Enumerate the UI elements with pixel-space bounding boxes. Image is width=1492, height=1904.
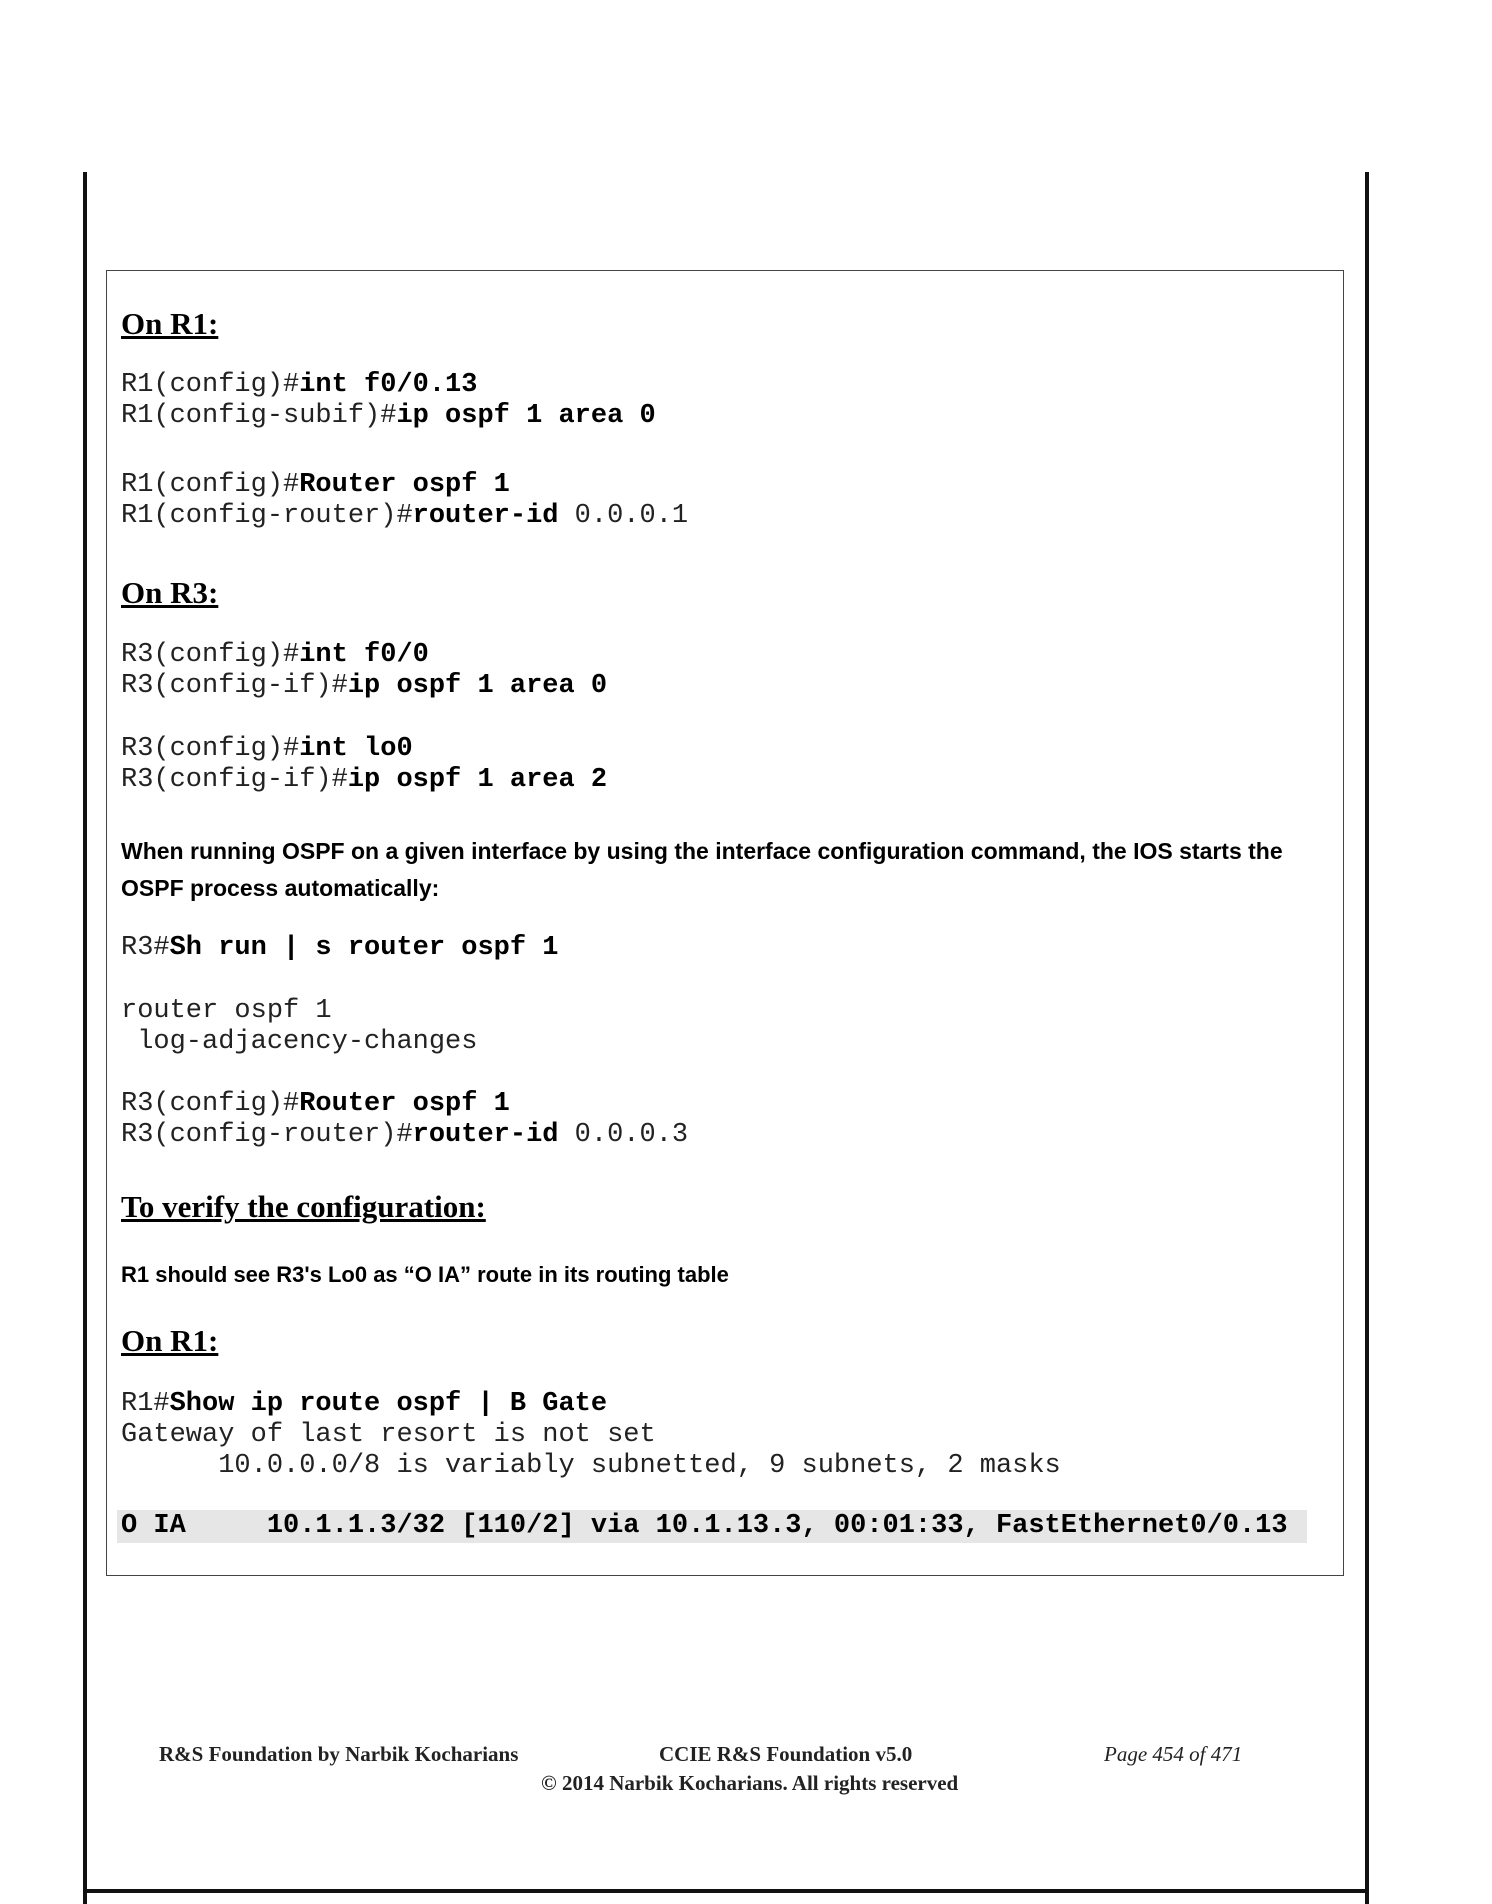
cli-command: ip ospf 1 area 0 xyxy=(396,401,656,431)
code-line xyxy=(121,765,607,796)
page-border-bottom xyxy=(83,1889,1369,1893)
cli-prompt: R3(config-router)# xyxy=(121,1120,413,1150)
code-line xyxy=(121,370,656,401)
cli-command: int f0/0 xyxy=(299,640,429,670)
cli-prompt: R3(config-if)# xyxy=(121,765,348,795)
code-line xyxy=(121,501,688,532)
section-heading-r1-verify: On R1: xyxy=(121,1323,219,1358)
output-line: log-adjacency-changes xyxy=(121,1027,478,1057)
page-border-left xyxy=(83,172,87,1904)
cli-command: Router ospf 1 xyxy=(299,470,510,500)
verify-note: R1 should see R3's Lo0 as “O IA” route in its routing table xyxy=(121,1262,729,1287)
cli-command: ip ospf 1 area 0 xyxy=(347,671,608,701)
code-line xyxy=(121,470,688,501)
page-border-right xyxy=(1365,172,1369,1904)
cli-prompt: R1(config-subif)# xyxy=(121,401,397,431)
output-line: router ospf 1 xyxy=(121,996,332,1026)
route-entry-text: O IA 10.1.1.3/32 [110/2] via 10.1.13.3, 00:01:33, FastEthernet0/0.13 xyxy=(121,1511,1288,1541)
section-heading-r3-config: On R3: xyxy=(121,575,219,610)
footer-title: CCIE R&S Foundation v5.0 xyxy=(659,1742,913,1766)
section-heading-verify: To verify the configuration: xyxy=(121,1189,486,1224)
cli-prompt: R3(config-if)# xyxy=(121,671,348,701)
show-route-block xyxy=(121,1389,1061,1482)
footer-author: R&S Foundation by Narbik Kocharians xyxy=(159,1742,519,1766)
r1-router-block xyxy=(121,470,688,532)
code-line xyxy=(121,640,607,671)
cli-prompt: R3# xyxy=(121,933,170,963)
route-entry xyxy=(121,1511,1288,1542)
cli-prompt: R1(config-router)# xyxy=(121,501,413,531)
cli-command: router-id xyxy=(412,501,559,531)
footer-copyright: © 2014 Narbik Kocharians. All rights reserved xyxy=(541,1771,959,1795)
r1-config-block xyxy=(121,370,656,432)
r3-loopback-block xyxy=(121,734,607,796)
ospf-note: When running OSPF on a given interface by using the interface configuration command, the IOS starts the OSPF process automatically: xyxy=(121,838,1283,901)
cli-command: router-id xyxy=(412,1120,559,1150)
cli-command: int lo0 xyxy=(299,734,413,764)
cli-command: ip ospf 1 area 2 xyxy=(347,765,608,795)
code-line xyxy=(121,401,656,432)
code-line xyxy=(121,933,558,964)
show-run-output xyxy=(121,996,477,1058)
content-box xyxy=(106,270,1344,1576)
cli-prompt: R1# xyxy=(121,1389,170,1419)
cli-prompt: R3(config)# xyxy=(121,640,300,670)
footer-page-number: Page 454 of 471 xyxy=(1104,1742,1243,1766)
code-line xyxy=(121,734,607,765)
cli-command: Sh run | s router ospf 1 xyxy=(169,933,559,963)
cli-prompt: R3(config)# xyxy=(121,1089,300,1119)
code-line xyxy=(121,1120,688,1151)
cli-argument: 0.0.0.1 xyxy=(558,501,689,531)
output-line: 10.0.0.0/8 is variably subnetted, 9 subnets, 2 masks xyxy=(121,1451,1061,1481)
cli-prompt: R1(config)# xyxy=(121,370,300,400)
code-line xyxy=(121,1089,688,1120)
code-line xyxy=(121,671,607,702)
output-line: Gateway of last resort is not set xyxy=(121,1420,656,1450)
cli-prompt: R1(config)# xyxy=(121,470,300,500)
cli-command: int f0/0.13 xyxy=(299,370,478,400)
cli-argument: 0.0.0.3 xyxy=(558,1120,689,1150)
section-heading-r1-config: On R1: xyxy=(121,306,219,341)
cli-command: Show ip route ospf | B Gate xyxy=(169,1389,608,1419)
cli-prompt: R3(config)# xyxy=(121,734,300,764)
r3-router-block xyxy=(121,1089,688,1151)
code-line xyxy=(121,1389,1061,1420)
cli-command: Router ospf 1 xyxy=(299,1089,510,1119)
r3-config-block xyxy=(121,640,607,702)
show-run-block xyxy=(121,933,558,964)
